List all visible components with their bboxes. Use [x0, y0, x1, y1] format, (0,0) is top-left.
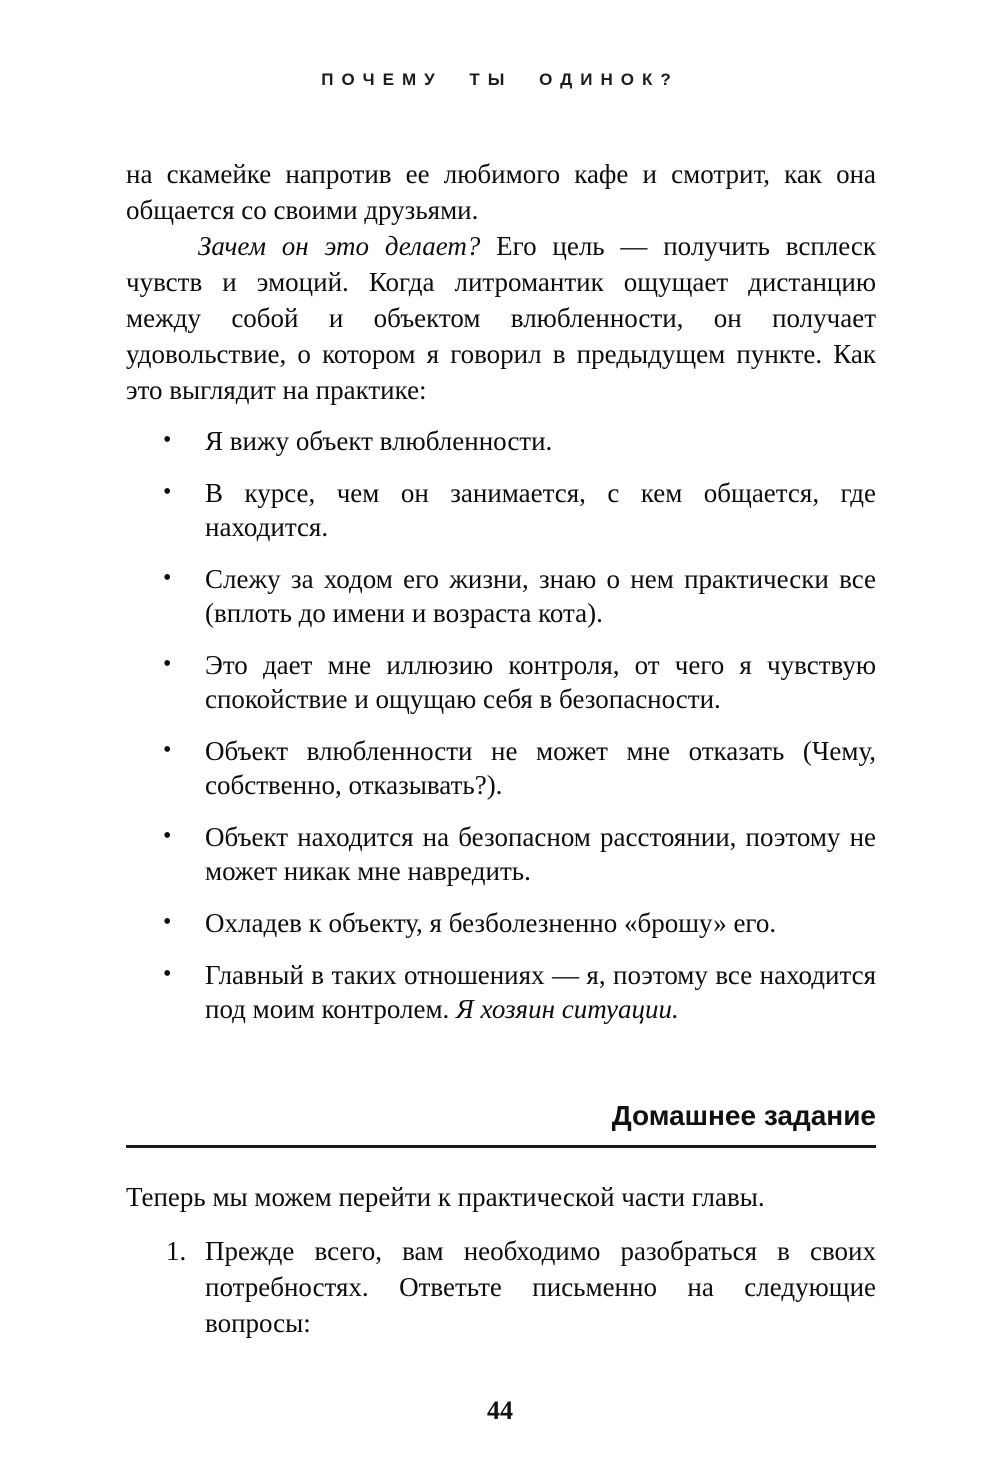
bullet-text: В курсе, чем он занимается, с кем общается, где находится. [205, 478, 876, 542]
bullet-icon: • [163, 737, 172, 763]
bullet-text: Главный в таких отношениях — я, поэтому все находится под моим контролем. [205, 960, 876, 1024]
bullet-text: Объект находится на безопасном расстоянии, поэтому не может никак мне навредить. [205, 822, 876, 886]
bullet-icon: • [163, 823, 172, 849]
paragraph [126, 228, 876, 408]
bullet-text: Это дает мне иллюзию контроля, от чего я чувствую спокойствие и ощущаю себя в безопасности. [205, 650, 876, 714]
bullet-item [126, 906, 876, 940]
page-content [126, 156, 876, 1341]
bullet-item [126, 648, 876, 716]
item-number: 1. [166, 1236, 187, 1266]
bullet-item [126, 424, 876, 458]
bullet-item [126, 958, 876, 1026]
numbered-item [126, 1233, 876, 1341]
paragraph-continuation: на скамейке напротив ее любимого кафе и смотрит, как она общается со своими друзьями. [126, 159, 876, 225]
italic-lead-text: Зачем он это делает? [198, 231, 481, 261]
bullet-text: Я вижу объект влюбленности. [205, 426, 553, 456]
bullet-text: Объект влюбленности не может мне отказать (Чему, собственно, отказывать?). [205, 736, 876, 800]
numbered-item-text: Прежде всего, вам необходимо разобраться в своих потребностях. Ответьте письменно на следующие вопросы: [205, 1236, 876, 1338]
bullet-list [126, 424, 876, 1026]
bullet-icon: • [163, 479, 172, 505]
bullet-item [126, 734, 876, 802]
bullet-item [126, 476, 876, 544]
bullet-italic-text: Я хозяин ситуации. [456, 994, 679, 1024]
section-rule [126, 1145, 876, 1148]
bullet-icon: • [163, 651, 172, 677]
numbered-list [126, 1233, 876, 1341]
bullet-text: Охладев к объекту, я безболезненно «брошу» его. [205, 908, 777, 938]
bullet-icon: • [163, 909, 172, 935]
bullet-text: Слежу за ходом его жизни, знаю о нем практически все (вплоть до имени и возраста кота). [205, 564, 876, 628]
page-number: 44 [487, 1396, 513, 1425]
running-head: ПОЧЕМУ ТЫ ОДИНОК? [321, 70, 679, 89]
bullet-item [126, 562, 876, 630]
bullet-icon: • [163, 565, 172, 591]
bullet-item [126, 820, 876, 888]
bullet-icon: • [163, 427, 172, 453]
bullet-icon: • [163, 961, 172, 987]
homework-intro: Теперь мы можем перейти к практической части главы. [126, 1182, 765, 1212]
homework-heading: Домашнее задание [611, 1100, 876, 1131]
paragraph-text: Его цель — получить всплеск чувств и эмоций. Когда литромантик ощущает дистанцию между собой и объектом влюбленности, он получает удовольствие, о котором я говорил в предыдущем пункте. Как это выглядит на практике: [126, 231, 877, 405]
